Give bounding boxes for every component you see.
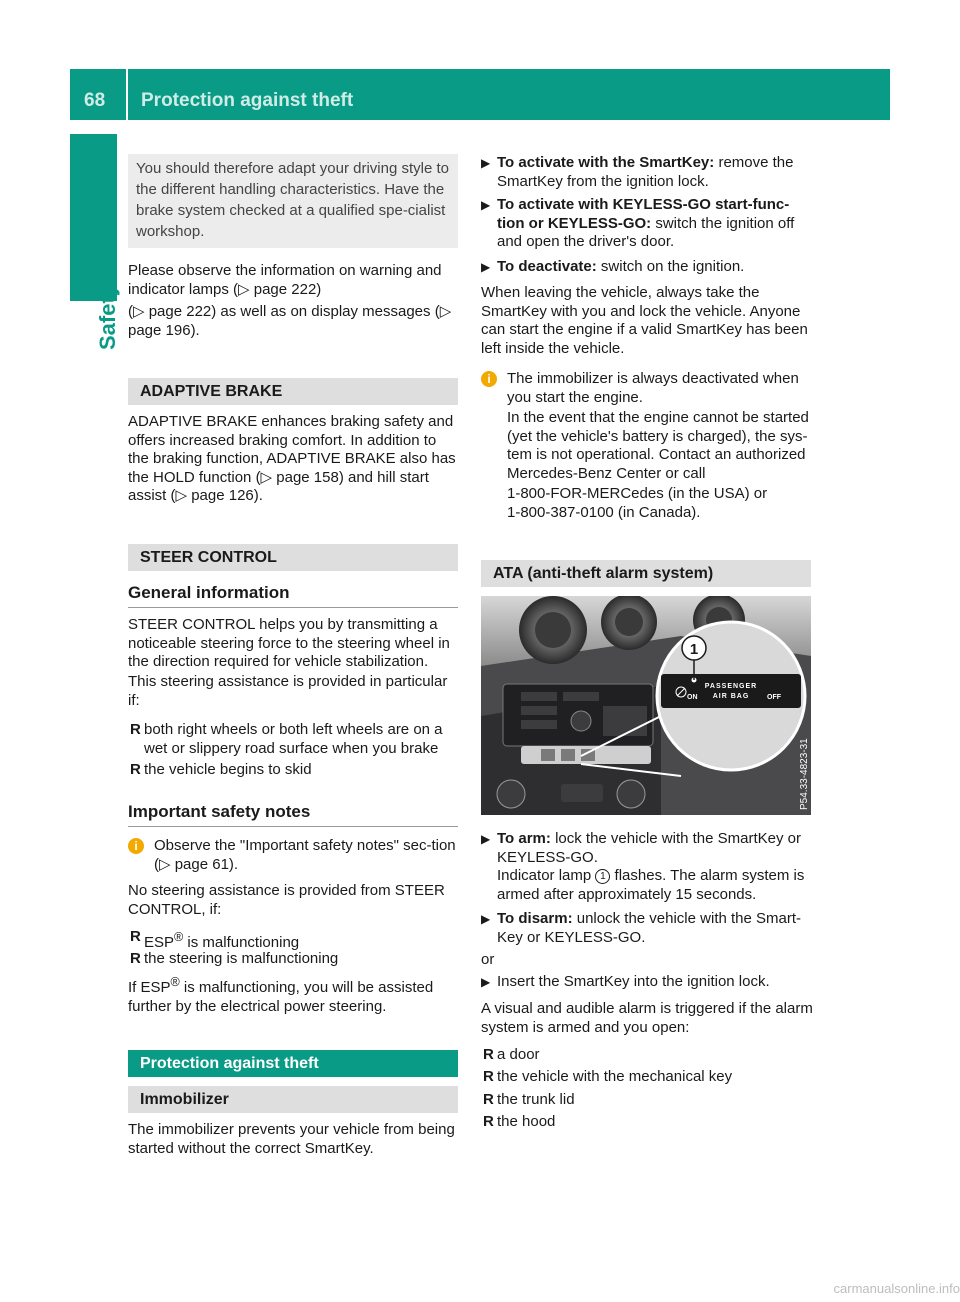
ata-heading-band <box>481 560 811 587</box>
lamp-airbag-label: AIR BAG <box>712 693 750 700</box>
list-item: R both right wheels or both left wheels are on a wet or slippery road surface when you brake <box>130 721 443 757</box>
divider <box>128 607 458 608</box>
arrow-icon: ▶ <box>481 832 491 846</box>
arrow-icon: ▶ <box>481 975 491 989</box>
info-text: 1-800-387-0100 (in Canada). <box>507 504 701 521</box>
header-separator <box>126 69 128 120</box>
list-item: R ESP® is malfunctioning <box>130 928 300 951</box>
list-item: R the trunk lid <box>483 1091 575 1108</box>
step-item: ▶ To activate with KEYLESS-GO start-func-tion or KEYLESS-GO: switch the ignition off and open the driver's door. <box>481 196 795 250</box>
important-safety-notes-heading: Important safety notes <box>128 802 311 821</box>
dashboard-illustration <box>481 596 811 815</box>
info-note: i The immobilizer is always deactivated when you start the engine. <box>481 370 813 407</box>
dashboard-photo <box>481 596 811 815</box>
steer-control-text-2: This steering assistance is provided in particular if: <box>128 673 448 709</box>
steer-control-heading: STEER CONTROL <box>140 549 277 566</box>
image-code: P54.33-4823-31 <box>799 738 810 810</box>
list-item: R the vehicle with the mechanical key <box>483 1068 733 1085</box>
lamp-on-label: ON <box>687 694 698 701</box>
bullet-icon: R <box>130 721 141 738</box>
note-box <box>128 154 458 248</box>
general-information-heading: General information <box>128 583 290 602</box>
info-text: 1-800-FOR-MERCedes (in the USA) or <box>507 485 768 502</box>
esp-text: If ESP® is malfunctioning, you will be assisted further by the electrical power steering. <box>128 975 434 1015</box>
step-item: ▶ To deactivate: switch on the ignition. <box>481 258 745 275</box>
observe-paragraph: Please observe the information on warning and indicator lamps (▷ page 222) <box>128 262 442 298</box>
info-icon: i <box>481 371 497 387</box>
or-text: or <box>481 951 495 968</box>
info-note: i Observe the "Important safety notes" sec-tion (▷ page 61). <box>128 837 460 874</box>
lamp-off-label: OFF <box>767 694 781 701</box>
section-tab <box>70 134 117 301</box>
steer-control-text: STEER CONTROL helps you by transmitting a noticeable steering force to the steering wheel in the direction required for vehicle stabilization. <box>128 616 450 670</box>
page-header <box>70 69 890 120</box>
arrow-icon: ▶ <box>481 260 491 274</box>
arrow-icon: ▶ <box>481 156 491 170</box>
no-assist-text: No steering assistance is provided from STEER CONTROL, if: <box>128 882 445 918</box>
bullet-icon: R <box>130 950 141 967</box>
bullet-icon: R <box>483 1046 494 1063</box>
arrow-icon: ▶ <box>481 912 491 926</box>
steer-control-heading-band <box>128 544 458 571</box>
list-item: R the vehicle begins to skid <box>130 761 312 778</box>
bullet-icon: R <box>483 1113 494 1130</box>
page-number: 68 <box>84 90 106 111</box>
bullet-icon: R <box>130 761 141 778</box>
list-item: R the steering is malfunctioning <box>130 950 339 967</box>
immobilizer-text: The immobilizer prevents your vehicle from being started without the correct SmartKey. <box>128 1121 455 1157</box>
leaving-text: When leaving the vehicle, always take the SmartKey with you and lock the vehicle. Anyone can start the engine if a valid SmartKey has been left inside the vehicle. <box>481 284 808 357</box>
alarm-text: A visual and audible alarm is triggered if the alarm system is armed and you open: <box>481 1000 813 1036</box>
note-text: You should therefore adapt your driving style to the different handling characteristics. Have the brake system checked at a qualified spe-cialist workshop. <box>136 160 449 240</box>
callout-icon: 1 <box>595 869 610 884</box>
info-text: In the event that the engine cannot be started (yet the vehicle's battery is charged), the sys-tem is not operational. Contact an authorized Mercedes-Benz Center or call <box>507 409 809 482</box>
immobilizer-heading: Immobilizer <box>140 1091 229 1108</box>
adaptive-brake-text: ADAPTIVE BRAKE enhances braking safety and offers increased braking comfort. In addition to the braking function, ADAPTIVE BRAKE also has the HOLD function (▷ page 158) and hill start assist (▷ page 126). <box>128 413 456 504</box>
list-item: R a door <box>483 1046 540 1063</box>
protection-heading: Protection against theft <box>140 1055 319 1072</box>
section-label: Safety <box>95 283 120 350</box>
bullet-icon: R <box>483 1068 494 1085</box>
observe-paragraph-2: (▷ page 222) as well as on display messages (▷ page 196). <box>128 303 452 339</box>
protection-heading-band <box>128 1050 458 1077</box>
page-title: Protection against theft <box>141 90 354 111</box>
divider <box>128 826 458 827</box>
ata-heading: ATA (anti-theft alarm system) <box>493 565 714 582</box>
watermark: carmanualsonline.info <box>833 1281 960 1296</box>
callout-number: 1 <box>689 641 699 658</box>
immobilizer-heading-band <box>128 1086 458 1113</box>
list-item: R the hood <box>483 1113 556 1130</box>
bullet-icon: R <box>483 1091 494 1108</box>
lamp-passenger-label: PASSENGER <box>704 683 758 690</box>
bullet-icon: R <box>130 928 141 945</box>
step-item: ▶ Insert the SmartKey into the ignition lock. <box>481 973 770 990</box>
adaptive-brake-heading: ADAPTIVE BRAKE <box>140 383 283 400</box>
adaptive-brake-heading-band <box>128 378 458 405</box>
step-item: ▶ To disarm: unlock the vehicle with the Smart-Key or KEYLESS-GO. <box>481 910 802 946</box>
info-icon: i <box>128 838 144 854</box>
step-item: ▶ To activate with the SmartKey: remove the SmartKey from the ignition lock. <box>481 154 794 190</box>
arrow-icon: ▶ <box>481 198 491 212</box>
step-item: ▶ To arm: lock the vehicle with the SmartKey or KEYLESS-GO. Indicator lamp 1 flashes. The alarm system is armed after approximately 15 seconds. <box>481 830 805 903</box>
